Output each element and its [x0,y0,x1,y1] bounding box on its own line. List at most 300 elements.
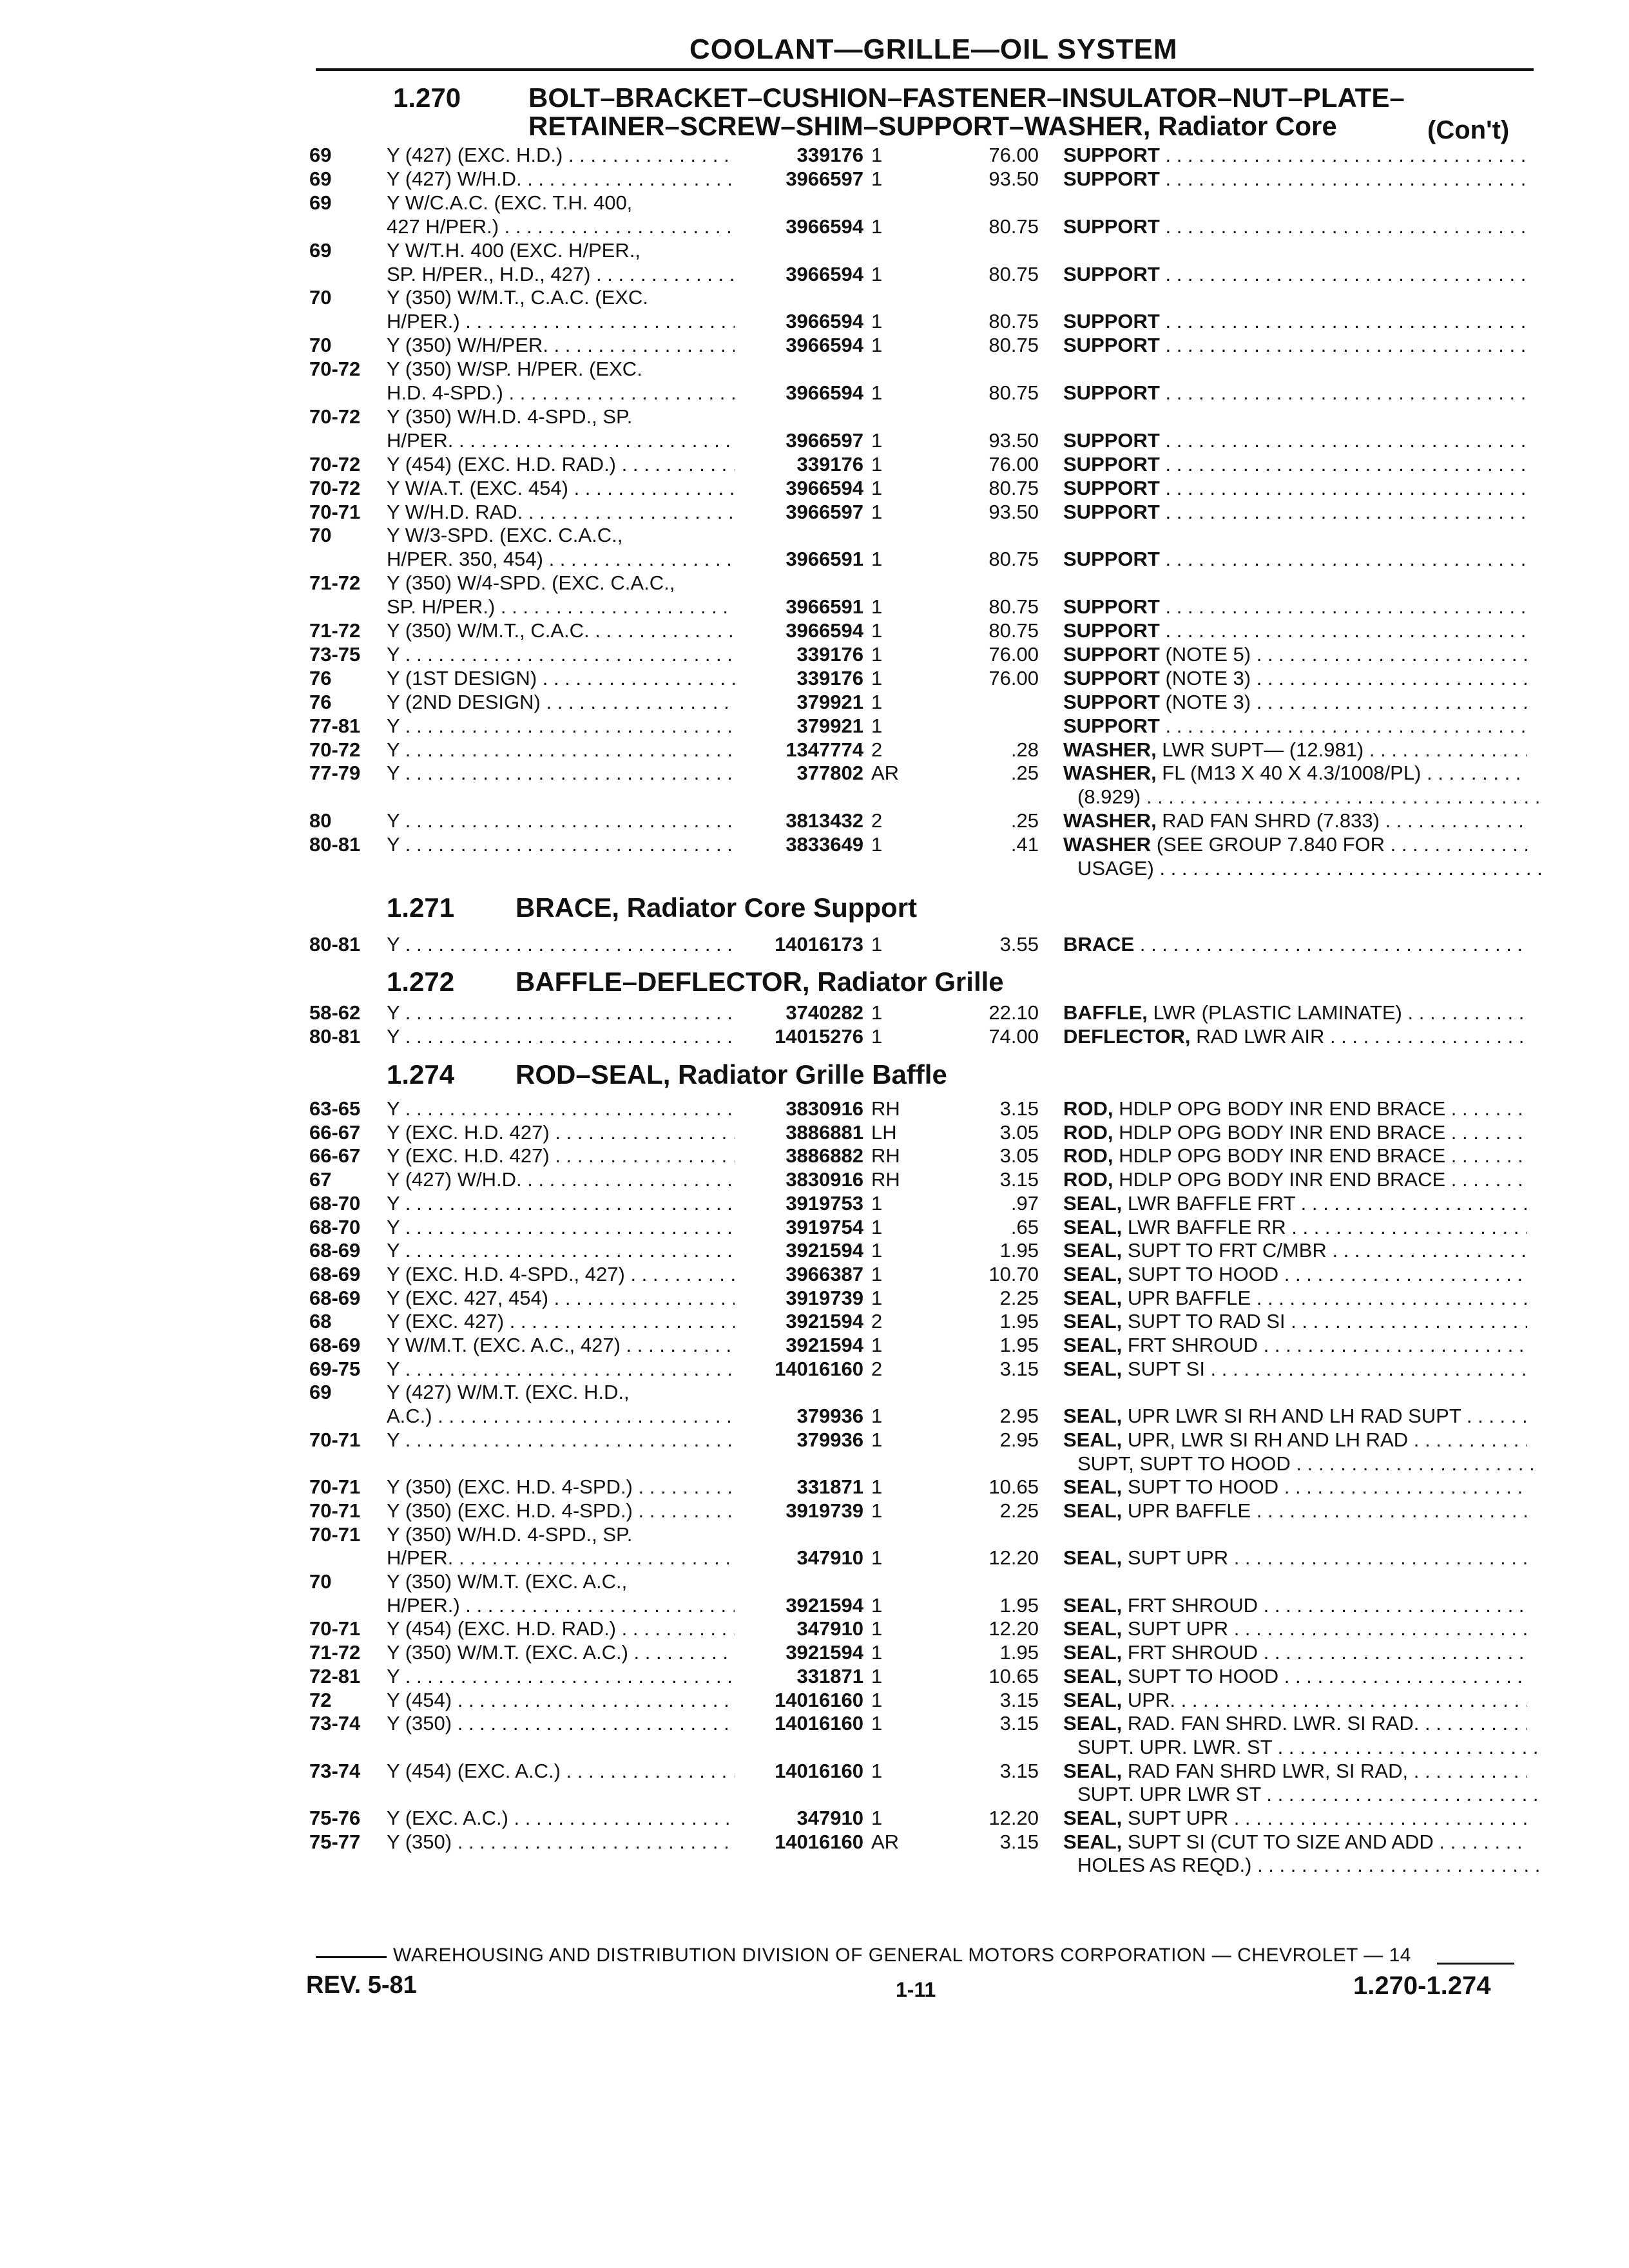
quantity: 1 [871,1593,883,1617]
price: 12.20 [988,1617,1039,1640]
model-year: 70 [309,524,332,547]
model-description: Y . . . [387,761,735,785]
model-description: Y (427) W/H.D. . . . [387,1168,735,1191]
quantity: AR [871,762,900,785]
model-year: 70-71 [309,500,361,523]
part-name-bold: WASHER, [1063,762,1157,785]
model-description: SP. H/PER., H.D., 427) . . . [387,262,735,286]
part-number: 347910 [796,1807,863,1829]
quantity: 1 [871,619,883,642]
model-description: H/PER. 350, 454) . . . [387,547,735,571]
parts-row [0,1782,1629,1806]
part-number: 14015276 [775,1025,863,1048]
parts-row [0,1191,1629,1215]
part-name-bold: SUPPORT [1063,666,1160,689]
section-number: 1.274 [387,1059,455,1090]
model-year: 70-71 [309,1523,361,1546]
model-description: Y (454) (EXC. H.D. RAD.) . . . [387,452,735,476]
section-title: ROD–SEAL, Radiator Grille Baffle [516,1059,947,1090]
parts-row [0,1711,1629,1735]
price: 76.00 [988,666,1039,689]
part-name [1063,1404,1527,1428]
part-name-bold: SEAL, [1063,1830,1123,1853]
section-number: 1.270 [393,82,461,113]
parts-row [0,215,1629,238]
parts-row [0,571,1629,595]
part-number: 14016160 [775,1688,863,1711]
quantity: 1 [871,262,883,285]
quantity: 1 [871,1712,883,1735]
footer-rule-right [1437,1963,1514,1965]
part-name [1063,1024,1527,1048]
model-year: 70-71 [309,1617,361,1640]
part-number: 3921594 [786,1334,863,1356]
part-name-bold: SEAL, [1063,1191,1123,1215]
part-name-detail: LWR BAFFLE RR [1122,1215,1286,1238]
part-number: 3919754 [786,1215,863,1238]
part-name [1077,785,1541,809]
parts-row [0,619,1629,642]
part-name-bold: SEAL, [1063,1593,1123,1617]
parts-row [0,333,1629,357]
model-year: 58-62 [309,1001,361,1024]
part-name-bold: SEAL, [1063,1641,1123,1664]
part-number: 1347774 [786,738,863,761]
model-description: Y (350) (EXC. H.D. 4-SPD.) . . . [387,1475,735,1499]
footer-division: WAREHOUSING AND DISTRIBUTION DIVISION OF GENERAL MOTORS CORPORATION — CHEVROLET — 14 [393,1945,1411,1966]
part-name-bold: SUPPORT [1063,595,1160,619]
model-description: Y . . . [387,714,735,738]
part-name-bold: SEAL, [1063,1688,1123,1711]
model-description: Y . . . [387,932,735,956]
part-name [1063,476,1527,500]
price: 3.15 [999,1168,1039,1191]
part-name [1063,428,1527,452]
part-number: 3833649 [786,833,863,856]
part-name-bold: SEAL, [1063,1499,1123,1522]
model-year: 70-71 [309,1428,361,1451]
price: .65 [1010,1215,1039,1238]
quantity: 1 [871,452,883,476]
parts-row [0,1097,1629,1120]
model-year: 68-69 [309,1334,361,1356]
part-name-detail: SUPT TO HOOD [1122,1475,1279,1499]
quantity: 1 [871,310,883,333]
quantity: 1 [871,833,883,856]
model-description: Y (350) W/H.D. 4-SPD., SP. [387,1523,633,1546]
part-name-bold: BAFFLE, [1063,1001,1148,1024]
part-name-bold: ROD, [1063,1144,1113,1168]
model-description: Y W/A.T. (EXC. 454) . . . [387,476,735,500]
part-name [1063,1357,1527,1381]
model-year: 69 [309,238,332,262]
part-name-bold: DEFLECTOR, [1063,1025,1191,1048]
parts-row [0,357,1629,381]
part-name-bold: SUPPORT [1063,167,1160,190]
parts-row [0,428,1629,452]
quantity: 1 [871,1759,883,1782]
section-range: 1.270-1.274 [1353,1972,1491,2000]
price: 2.25 [999,1499,1039,1522]
part-name-detail: SUPT UPR [1122,1617,1229,1640]
parts-row [0,1735,1629,1759]
part-number: 3966597 [786,500,863,523]
model-description: Y . . . [387,1215,735,1239]
model-year: 68-69 [309,1286,361,1309]
model-year: 70 [309,334,332,357]
model-description: Y (1ST DESIGN) . . . [387,666,735,690]
part-name [1063,1688,1527,1712]
quantity: 1 [871,1262,883,1285]
part-number: 3966591 [786,595,863,619]
parts-row [0,381,1629,405]
price: 93.50 [988,167,1039,190]
model-year: 73-75 [309,642,361,666]
model-description: H/PER.) . . . [387,1593,735,1617]
part-name-detail: SUPT SI [1122,1357,1205,1380]
parts-row [0,1286,1629,1310]
part-name-bold: SEAL, [1063,1759,1123,1782]
part-number: 339176 [796,144,863,166]
part-name [1063,333,1527,357]
price: .25 [1010,809,1039,832]
model-description: Y (EXC. A.C.) . . . [387,1806,735,1830]
part-name-bold: SUPPORT [1063,548,1160,571]
price: 76.00 [988,452,1039,476]
model-year: 68 [309,1310,332,1333]
parts-row [0,547,1629,571]
parts-row [0,1499,1629,1523]
model-year: 68-70 [309,1215,361,1238]
price: 3.55 [999,933,1039,956]
section-title: BOLT–BRACKET–CUSHION–FASTENER–INSULATOR–NUT–PLATE– [528,82,1405,113]
parts-row [0,1262,1629,1286]
part-name [1063,1806,1527,1830]
model-description: Y (454) (EXC. H.D. RAD.) . . . [387,1617,735,1640]
parts-row [0,738,1629,762]
price: 1.95 [999,1239,1039,1262]
price: 80.75 [988,334,1039,357]
model-description: Y . . . [387,832,735,856]
model-year: 73-74 [309,1712,361,1735]
parts-row [0,1144,1629,1168]
part-number: 3830916 [786,1168,863,1191]
model-description: Y W/T.H. 400 (EXC. H/PER., [387,238,641,262]
parts-row [0,1309,1629,1333]
part-name-bold: SUPPORT [1063,381,1160,404]
revision-label: REV. 5-81 [306,1972,417,1999]
quantity: 1 [871,476,883,499]
model-year: 70 [309,286,332,309]
part-name [1063,932,1527,956]
quantity: 1 [871,1025,883,1048]
price: .28 [1010,738,1039,761]
price: 80.75 [988,476,1039,499]
part-name-detail: HDLP OPG BODY INR END BRACE [1113,1120,1446,1144]
parts-row [0,500,1629,524]
part-name-bold: SEAL, [1063,1546,1123,1570]
quantity: 1 [871,1807,883,1829]
part-name [1063,666,1527,690]
model-year: 71-72 [309,619,361,642]
model-description: Y (350) (EXC. H.D. 4-SPD.) . . . [387,1499,735,1523]
part-number: 3966594 [786,262,863,285]
part-name-bold: SUPPORT [1063,642,1160,666]
quantity: 2 [871,738,883,761]
part-name [1063,1286,1527,1310]
quantity: 1 [871,167,883,190]
part-number: 3966594 [786,476,863,499]
part-name-detail: (NOTE 5) [1159,642,1251,666]
quantity: 1 [871,1688,883,1711]
model-description: H/PER. . . . [387,1546,735,1570]
part-name [1077,1853,1541,1877]
part-number: 3966594 [786,215,863,238]
model-description: 427 H/PER.) . . . [387,215,735,238]
part-name-bold: WASHER, [1063,738,1157,761]
part-number: 339176 [796,666,863,689]
quantity: 1 [871,1641,883,1664]
parts-row [0,523,1629,547]
quantity: 1 [871,1664,883,1687]
model-description: Y (2ND DESIGN) . . . [387,690,735,714]
part-number: 379936 [796,1428,863,1451]
quantity: 1 [871,1334,883,1356]
part-name [1063,714,1527,738]
parts-row [0,238,1629,262]
price: 2.95 [999,1428,1039,1451]
part-number: 339176 [796,452,863,476]
model-description: Y (350) W/M.T. (EXC. A.C.) . . . [387,1640,735,1664]
part-name-bold: SEAL, [1063,1428,1123,1451]
part-number: 377802 [796,762,863,785]
part-number: 14016173 [775,933,863,956]
part-name-detail: HDLP OPG BODY INR END BRACE [1113,1097,1446,1120]
model-description: Y (EXC. H.D. 427) . . . [387,1144,735,1168]
quantity: 1 [871,428,883,452]
part-name-detail: SUPT. UPR LWR ST [1077,1783,1261,1806]
part-number: 379936 [796,1405,863,1428]
model-year: 70-72 [309,405,361,428]
price: 3.15 [999,1097,1039,1120]
part-name [1063,642,1527,666]
parts-row [0,1640,1629,1664]
part-number: 3921594 [786,1310,863,1333]
part-name-bold: SUPPORT [1063,334,1160,357]
parts-row [0,932,1629,956]
price: 10.70 [988,1262,1039,1285]
part-name [1063,1759,1527,1783]
part-name [1063,1593,1527,1617]
part-name-detail: SUPT TO HOOD [1122,1262,1279,1285]
part-name-detail: SUPT. UPR. LWR. ST [1077,1735,1273,1758]
price: 1.95 [999,1310,1039,1333]
model-description: Y . . . [387,738,735,762]
part-number: 3813432 [786,809,863,832]
part-name [1063,167,1527,191]
price: 3.15 [999,1688,1039,1711]
part-name-bold: SUPPORT [1063,690,1160,713]
model-description: SP. H/PER.) . . . [387,595,735,619]
model-year: 80-81 [309,833,361,856]
part-name [1063,832,1527,856]
part-name [1063,1546,1527,1570]
price: 80.75 [988,548,1039,571]
model-year: 80-81 [309,1025,361,1048]
model-year: 75-77 [309,1830,361,1853]
part-name [1077,1452,1541,1475]
price: 76.00 [988,642,1039,666]
model-description: Y . . . [387,1001,735,1024]
price: 93.50 [988,500,1039,523]
parts-row [0,1001,1629,1024]
model-description: Y . . . [387,1024,735,1048]
model-year: 66-67 [309,1144,361,1168]
model-description: Y (350) W/4-SPD. (EXC. C.A.C., [387,572,675,595]
price: 1.95 [999,1641,1039,1664]
price: 22.10 [988,1001,1039,1024]
quantity: 1 [871,215,883,238]
model-year: 69 [309,191,332,214]
part-name-detail: (NOTE 3) [1159,666,1251,689]
part-name-bold: SUPPORT [1063,428,1160,452]
parts-row [0,666,1629,690]
parts-row [0,1168,1629,1191]
part-name-detail: SUPT TO HOOD [1122,1664,1279,1687]
part-number: 3919739 [786,1286,863,1309]
part-name [1063,1333,1527,1357]
part-name [1063,381,1527,405]
part-name [1063,738,1527,762]
quantity: 1 [871,144,883,166]
parts-row [0,1238,1629,1262]
model-description: Y (350) W/H/PER. . . . [387,333,735,357]
part-name [1063,595,1527,619]
part-name-bold: SEAL, [1063,1664,1123,1687]
model-description: Y (350) . . . [387,1830,735,1854]
part-name-bold: SUPPORT [1063,144,1160,166]
part-number: 3740282 [786,1001,863,1024]
parts-row [0,1380,1629,1404]
model-description: H.D. 4-SPD.) . . . [387,381,735,405]
parts-row [0,1333,1629,1357]
part-name-detail: FRT SHROUD [1122,1593,1258,1617]
price: 2.25 [999,1286,1039,1309]
part-name [1063,809,1527,832]
part-name [1063,1309,1527,1333]
model-description: Y . . . [387,1664,735,1688]
part-name-bold: SEAL, [1063,1712,1123,1735]
quantity: 2 [871,809,883,832]
section-number: 1.271 [387,892,455,923]
part-number: 14016160 [775,1830,863,1853]
quantity: 2 [871,1310,883,1333]
part-name-bold: SEAL, [1063,1286,1123,1309]
model-description: Y (454) (EXC. A.C.) . . . [387,1759,735,1783]
parts-row [0,191,1629,215]
parts-row [0,143,1629,167]
part-name-detail: FRT SHROUD [1122,1334,1258,1356]
part-name [1063,1001,1527,1024]
part-name [1063,1191,1527,1215]
quantity: 1 [871,666,883,689]
part-name [1063,143,1527,167]
price: 2.95 [999,1405,1039,1428]
quantity: 1 [871,1475,883,1499]
part-name-bold: ROD, [1063,1168,1113,1191]
part-name-bold: SUPPORT [1063,714,1160,737]
model-description: Y (350) W/H.D. 4-SPD., SP. [387,405,633,428]
parts-row [0,785,1629,809]
model-description: Y . . . [387,809,735,832]
quantity: 1 [871,1239,883,1262]
quantity: RH [871,1168,900,1191]
part-name [1063,1664,1527,1688]
part-name-detail: RAD LWR AIR [1190,1025,1325,1048]
part-name-detail: SUPT TO RAD SI [1122,1310,1286,1333]
model-year: 70-72 [309,358,361,381]
parts-row [0,1570,1629,1593]
part-name-detail: HDLP OPG BODY INR END BRACE [1113,1144,1446,1168]
parts-row [0,761,1629,785]
part-name-bold: SUPPORT [1063,310,1160,333]
model-description: H/PER.) . . . [387,309,735,333]
model-description: Y (454) . . . [387,1688,735,1712]
part-name [1063,1617,1527,1640]
part-number: 14016160 [775,1712,863,1735]
part-name [1063,1711,1527,1735]
price: 74.00 [988,1025,1039,1048]
parts-row [0,1024,1629,1048]
model-year: 66-67 [309,1120,361,1144]
model-year: 70-72 [309,452,361,476]
model-description: Y (EXC. H.D. 4-SPD., 427) . . . [387,1262,735,1286]
parts-row [0,1759,1629,1783]
quantity: 1 [871,714,883,737]
price: 80.75 [988,381,1039,404]
model-year: 68-70 [309,1191,361,1215]
part-number: 3966594 [786,381,863,404]
part-name [1063,1120,1527,1144]
part-name-detail: UPR, LWR SI RH AND LH RAD [1122,1428,1409,1451]
part-number: 3886881 [786,1120,863,1144]
part-number: 3966591 [786,548,863,571]
price: 12.20 [988,1807,1039,1829]
parts-row [0,262,1629,286]
section-number: 1.272 [387,966,455,997]
price: 12.20 [988,1546,1039,1570]
model-description: Y W/C.A.C. (EXC. T.H. 400, [387,191,633,214]
part-name [1077,1735,1541,1759]
model-description: Y (427) (EXC. H.D.) . . . [387,143,735,167]
parts-row [0,405,1629,428]
model-description: A.C.) . . . [387,1404,735,1428]
part-name [1063,1215,1527,1239]
part-name-detail: (8.929) [1077,785,1141,809]
price: 80.75 [988,262,1039,285]
parts-row [0,1215,1629,1239]
model-description: Y . . . [387,1357,735,1381]
section-title: BAFFLE–DEFLECTOR, Radiator Grille [516,966,1004,997]
footer-rule-left [316,1956,387,1958]
part-name [1063,1238,1527,1262]
model-description: Y . . . [387,1191,735,1215]
price: 3.15 [999,1712,1039,1735]
part-name-bold: SUPPORT [1063,500,1160,523]
quantity: 1 [871,1405,883,1428]
model-year: 68-69 [309,1239,361,1262]
part-name [1063,215,1527,238]
